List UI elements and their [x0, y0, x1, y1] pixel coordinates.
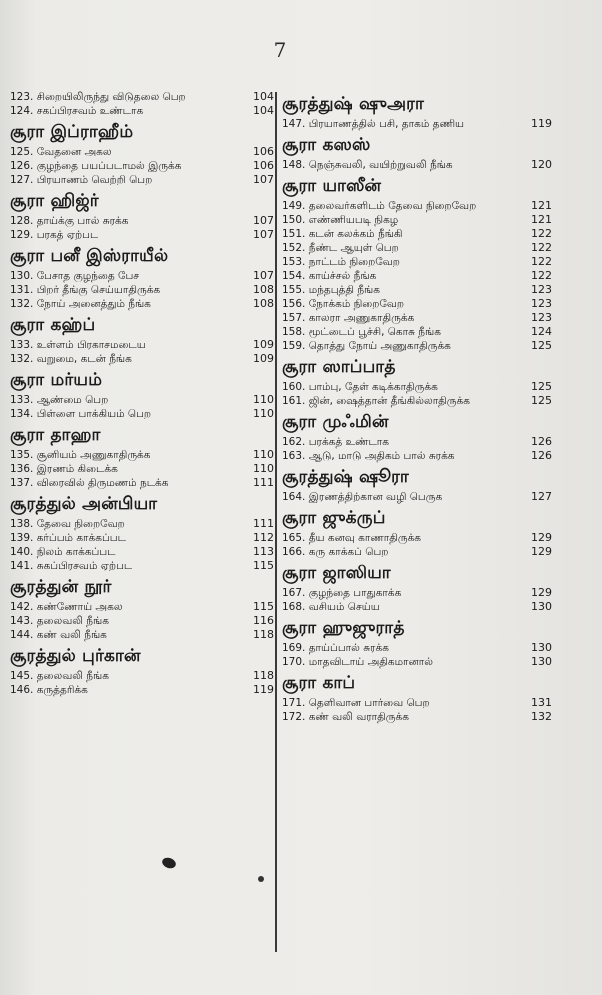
entry-page-number: 126 — [531, 435, 552, 448]
entry-title: 162. பரக்கத் உண்டாக — [282, 436, 390, 448]
entry-page-number: 122 — [531, 241, 552, 254]
toc-entry — [10, 159, 274, 173]
section-heading: சூரா தாஹா — [10, 425, 101, 445]
toc-entry — [282, 394, 552, 408]
entry-title: 130. பேசாத குழந்தை பேச — [10, 270, 140, 282]
toc-entry — [10, 628, 274, 642]
entry-page-number: 118 — [253, 669, 274, 682]
toc-entry — [282, 696, 552, 710]
entry-page-number: 106 — [253, 145, 274, 158]
section-heading: சூரா ஜுக்ருப் — [282, 508, 386, 528]
toc-entry — [282, 158, 552, 172]
entry-title: 163. ஆடு, மாடு அதிகம் பால் சுரக்க — [282, 450, 455, 462]
toc-entry — [282, 339, 552, 353]
entry-page-number: 121 — [531, 213, 552, 226]
toc-entry — [10, 600, 274, 614]
entry-title: 134. பிள்ளை பாக்கியம் பெற — [10, 408, 152, 420]
entry-page-number: 123 — [531, 311, 552, 324]
entry-page-number: 111 — [253, 476, 274, 489]
toc-entry — [10, 559, 274, 573]
entry-page-number: 122 — [531, 227, 552, 240]
section-heading: சூரா யாஸீன் — [282, 176, 382, 196]
entry-title: 169. தாய்ப்பால் சுரக்க — [282, 642, 389, 654]
section-heading: சூரா கஹ்ப் — [10, 315, 96, 335]
entry-title: 166. கரு காக்கப் பெற — [282, 546, 389, 558]
toc-entry — [10, 145, 274, 159]
toc-entry — [282, 227, 552, 241]
left-column — [10, 90, 274, 697]
entry-page-number: 129 — [531, 545, 552, 558]
entry-page-number: 110 — [253, 393, 274, 406]
toc-entry — [10, 352, 274, 366]
toc-entry — [10, 462, 274, 476]
entry-page-number: 129 — [531, 531, 552, 544]
toc-entry — [10, 517, 274, 531]
toc-entry — [10, 545, 274, 559]
toc-entry — [10, 683, 274, 697]
entry-title: 151. கடன் கலக்கம் நீங்கி — [282, 228, 403, 240]
toc-entry — [10, 476, 274, 490]
entry-title: 136. இரணம் கிடைக்க — [10, 463, 118, 475]
entry-title: 132. வறுமை, கடன் நீங்க — [10, 353, 132, 365]
toc-entry — [282, 255, 552, 269]
toc-entry — [10, 614, 274, 628]
toc-entry — [10, 448, 274, 462]
entry-title: 167. குழந்தை பாதுகாக்க — [282, 587, 402, 599]
entry-title: 143. தலைவலி நீங்க — [10, 615, 109, 627]
entry-page-number: 110 — [253, 462, 274, 475]
section-heading: சூரா முஃமின் — [282, 412, 389, 432]
entry-title: 138. தேவை நிறைவேற — [10, 518, 125, 530]
section-heading: சூரா ஹிஜ்ர் — [10, 191, 99, 211]
entry-page-number: 130 — [531, 600, 552, 613]
toc-entry — [10, 214, 274, 228]
entry-title: 139. கர்ப்பம் காக்கப்பட — [10, 532, 126, 544]
entry-page-number: 104 — [253, 104, 274, 117]
toc-entry — [282, 241, 552, 255]
section-heading: சூரா ஜாஸியா — [282, 563, 391, 583]
toc-entry — [10, 669, 274, 683]
entry-title: 146. கருத்தரிக்க — [10, 684, 88, 696]
entry-page-number: 116 — [253, 614, 274, 627]
toc-entry — [282, 269, 552, 283]
entry-page-number: 122 — [531, 255, 552, 268]
entry-page-number: 110 — [253, 407, 274, 420]
entry-title: 171. தெளிவான பார்வை பெற — [282, 697, 430, 709]
entry-page-number: 122 — [531, 269, 552, 282]
toc-entry — [282, 490, 552, 504]
toc-entry — [282, 586, 552, 600]
entry-title: 131. பிறர் தீங்கு செய்யாதிருக்க — [10, 284, 161, 296]
toc-entry — [282, 283, 552, 297]
section-heading: சூரத்துல் புர்கான் — [10, 646, 141, 666]
toc-entry — [10, 297, 274, 311]
entry-title: 147. பிரயாணத்தில் பசி, தாகம் தணிய — [282, 118, 465, 130]
section-heading: சூரா ஹுஜுராத் — [282, 618, 405, 638]
section-heading: சூரா காப் — [282, 673, 356, 693]
entry-page-number: 118 — [253, 628, 274, 641]
entry-title: 127. பிரயாணம் வெற்றி பெற — [10, 174, 153, 186]
entry-page-number: 106 — [253, 159, 274, 172]
entry-page-number: 123 — [531, 283, 552, 296]
entry-page-number: 131 — [531, 696, 552, 709]
toc-entry — [282, 297, 552, 311]
entry-title: 142. கண்ணோய் அகல — [10, 601, 123, 613]
section-heading: சூரத்துஷ் ஷூரா — [282, 467, 409, 487]
section-heading: சூரா மர்யம் — [10, 370, 103, 390]
toc-entry — [282, 213, 552, 227]
entry-page-number: 111 — [253, 517, 274, 530]
toc-entry — [10, 90, 274, 104]
toc-entry — [282, 531, 552, 545]
entry-title: 140. நிலம் காக்கப்பட — [10, 546, 116, 558]
entry-title: 155. மந்தபுத்தி நீங்க — [282, 284, 380, 296]
entry-title: 141. சுகப்பிரசவம் ஏற்பட — [10, 560, 133, 572]
entry-title: 170. மாதவிடாய் அதிகமானால் — [282, 656, 433, 668]
entry-page-number: 115 — [253, 559, 274, 572]
entry-title: 133. ஆண்மை பெற — [10, 394, 109, 406]
entry-title: 156. நோக்கம் நிறைவேற — [282, 298, 405, 310]
entry-page-number: 108 — [253, 283, 274, 296]
toc-entry — [282, 325, 552, 339]
entry-page-number: 120 — [531, 158, 552, 171]
entry-title: 145. தலைவலி நீங்க — [10, 670, 109, 682]
entry-page-number: 104 — [253, 90, 274, 103]
toc-entry — [282, 710, 552, 724]
entry-page-number: 126 — [531, 449, 552, 462]
toc-entry — [10, 228, 274, 242]
entry-page-number: 127 — [531, 490, 552, 503]
toc-entry — [10, 407, 274, 421]
toc-entry — [10, 393, 274, 407]
entry-page-number: 130 — [531, 655, 552, 668]
toc-entry — [282, 641, 552, 655]
entry-page-number: 109 — [253, 338, 274, 351]
entry-page-number: 108 — [253, 297, 274, 310]
entry-title: 125. வேதனை அகல — [10, 146, 112, 158]
ink-blot — [161, 856, 178, 870]
entry-page-number: 110 — [253, 448, 274, 461]
entry-title: 135. சூனியம் அணுகாதிருக்க — [10, 449, 151, 461]
entry-page-number: 113 — [253, 545, 274, 558]
toc-entry — [282, 600, 552, 614]
entry-title: 137. விரைவில் திருமணம் நடக்க — [10, 477, 169, 489]
toc-entry — [282, 380, 552, 394]
entry-page-number: 112 — [253, 531, 274, 544]
entry-page-number: 129 — [531, 586, 552, 599]
entry-title: 128. தாய்க்கு பால் சுரக்க — [10, 215, 129, 227]
entry-title: 153. நாட்டம் நிறைவேற — [282, 256, 400, 268]
entry-page-number: 107 — [253, 269, 274, 282]
entry-page-number: 130 — [531, 641, 552, 654]
entry-title: 164. இரணத்திற்கான வழி பெருக — [282, 491, 443, 503]
entry-title: 148. நெஞ்சுவலி, வயிற்றுவலி நீங்க — [282, 159, 453, 171]
entry-page-number: 124 — [531, 325, 552, 338]
entry-title: 161. ஜின், ஷைத்தான் தீங்கில்லாதிருக்க — [282, 395, 470, 407]
entry-page-number: 123 — [531, 297, 552, 310]
section-heading: சூரா கஸஸ் — [282, 135, 371, 155]
entry-page-number: 125 — [531, 394, 552, 407]
section-heading: சூரத்துல் அன்பியா — [10, 494, 158, 514]
toc-entry — [282, 449, 552, 463]
entry-title: 154. காய்ச்சல் நீங்க — [282, 270, 377, 282]
entry-title: 168. வசியம் செய்ய — [282, 601, 380, 613]
entry-title: 152. நீண்ட ஆயுள் பெற — [282, 242, 399, 254]
entry-title: 123. சிறையிலிருந்து விடுதலை பெற — [10, 91, 186, 103]
section-heading: சூரா பனீ இஸ்ராயீல் — [10, 246, 169, 266]
entry-title: 165. தீய கனவு காணாதிருக்க — [282, 532, 421, 544]
entry-title: 160. பாம்பு, தேள் கடிக்காதிருக்க — [282, 381, 438, 393]
entry-title: 158. மூட்டைப் பூச்சி, கொசு நீங்க — [282, 326, 441, 338]
toc-entry — [10, 104, 274, 118]
toc-entry — [10, 338, 274, 352]
entry-title: 132. நோய் அனைத்தும் நீங்க — [10, 298, 151, 310]
entry-page-number: 121 — [531, 199, 552, 212]
toc-entry — [282, 199, 552, 213]
toc-entry — [10, 269, 274, 283]
entry-page-number: 109 — [253, 352, 274, 365]
toc-entry — [282, 311, 552, 325]
entry-page-number: 125 — [531, 380, 552, 393]
entry-title: 144. கண் வலி நீங்க — [10, 629, 107, 641]
entry-title: 133. உள்ளம் பிரகாசமடைய — [10, 339, 146, 351]
column-divider — [275, 92, 277, 952]
entry-page-number: 107 — [253, 228, 274, 241]
toc-entry — [282, 655, 552, 669]
entry-page-number: 107 — [253, 214, 274, 227]
section-heading: சூரத்துன் நூர் — [10, 577, 112, 597]
section-heading: சூரா இப்ராஹீம் — [10, 122, 134, 142]
entry-title: 157. காலரா அணுகாதிருக்க — [282, 312, 415, 324]
right-column — [282, 90, 552, 724]
entry-page-number: 125 — [531, 339, 552, 352]
entry-title: 126. குழந்தை பயப்படாமல் இருக்க — [10, 160, 182, 172]
section-heading: சூரா ஸாப்பாத் — [282, 357, 396, 377]
section-heading: சூரத்துஷ் ஷுஅரா — [282, 94, 425, 114]
ink-blot — [258, 876, 264, 882]
entry-title: 129. பரகத் ஏற்பட — [10, 229, 99, 241]
entry-title: 149. தலைவர்களிடம் தேவை நிறைவேற — [282, 200, 477, 212]
entry-title: 159. தொத்து நோய் அணுகாதிருக்க — [282, 340, 451, 352]
page-number: 7 — [273, 38, 287, 62]
entry-page-number: 119 — [253, 683, 274, 696]
entry-title: 124. சகப்பிரசவம் உண்டாக — [10, 105, 144, 117]
entry-title: 172. கண் வலி வராதிருக்க — [282, 711, 409, 723]
entry-page-number: 132 — [531, 710, 552, 723]
toc-entry — [282, 435, 552, 449]
toc-entry — [282, 545, 552, 559]
entry-title: 150. எண்ணியபடி நிகழ — [282, 214, 399, 226]
toc-entry — [10, 283, 274, 297]
entry-page-number: 119 — [531, 117, 552, 130]
toc-entry — [282, 117, 552, 131]
toc-entry — [10, 173, 274, 187]
entry-page-number: 107 — [253, 173, 274, 186]
toc-entry — [10, 531, 274, 545]
entry-page-number: 115 — [253, 600, 274, 613]
